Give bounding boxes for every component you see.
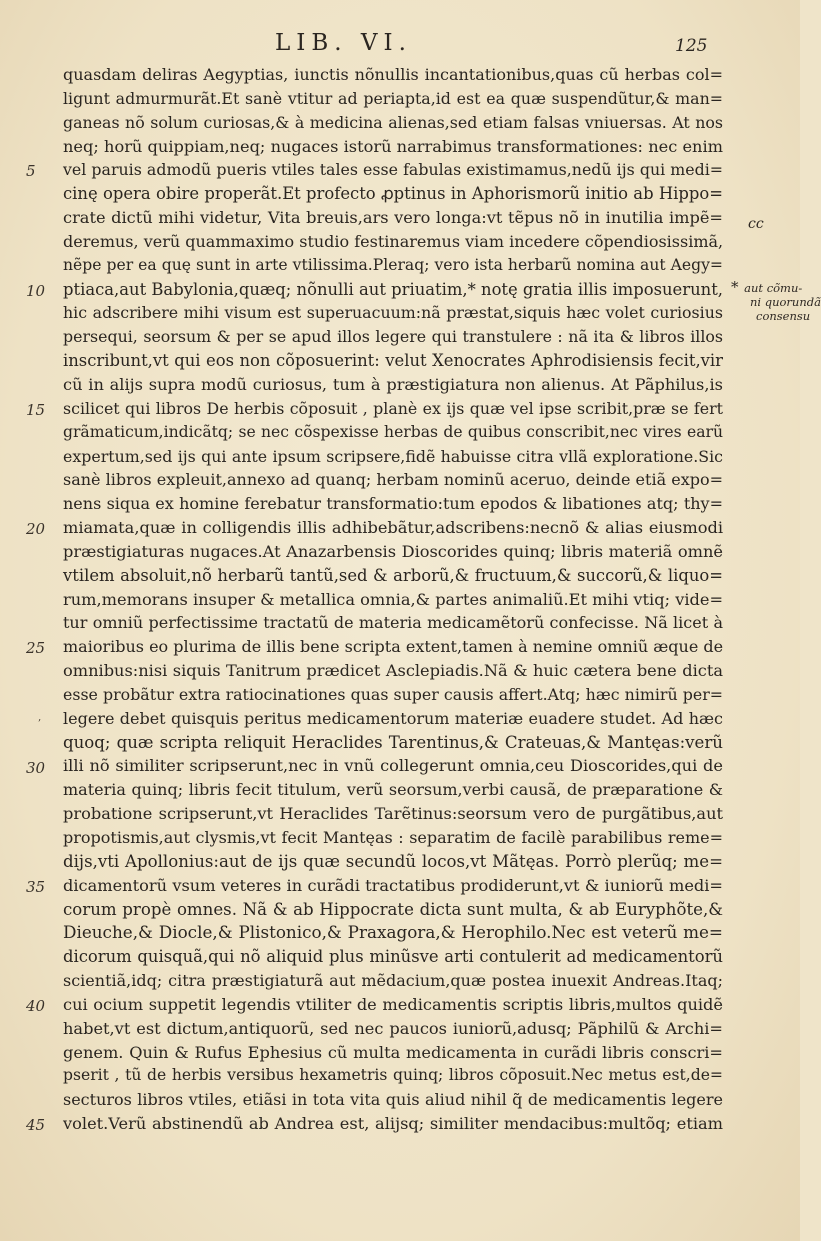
- line-number: 20: [26, 520, 46, 538]
- text-line: grãmaticum,indicãtq; se nec cõspexisse herbas de quibus conscribit,nec vires earũ: [63, 422, 723, 441]
- text-line: dicamentorũ vsum veteres in curãdi tractatibus prodiderunt,vt & iuniorũ medi=: [63, 875, 723, 895]
- text-line: esse probãtur extra ratiocinationes quas super causis affert.Atq; hæc nimirũ per=: [63, 684, 723, 704]
- text-line: nens siqua ex homine ferebatur transformatio:tum epodos & libationes atq; thy=: [63, 494, 723, 514]
- text-line: deremus, verũ quammaximo studio festinaremus viam incedere cõpendiosissimã,: [63, 231, 724, 251]
- text-line: genem. Quin & Rufus Ephesius cũ multa medicamenta in curãdi libris conscri=: [63, 1042, 723, 1062]
- body-text: [63, 63, 723, 1136]
- text-line: hic adscribere mihi visum est superuacuum:nã præstat,siquis hæc volet curiosius: [63, 303, 723, 323]
- text-line: omnibus:nisi siquis Tanitrum prædicet Asclepiadis.Nã & huic cætera bene dicta: [63, 661, 723, 681]
- text-line: scientiã,idq; citra præstigiaturã aut mẽdacium,quæ postea inuexit Andreas.Itaq;: [63, 971, 723, 991]
- line-number: 10: [26, 282, 46, 300]
- margin-note-line: aut cõmu-: [744, 281, 803, 295]
- text-line: præstigiaturas nugaces.At Anazarbensis Dioscorides quinq; libris materiã omnẽ: [63, 541, 723, 561]
- text-line: tur omniũ perfectissime tractatũ de materia medicamẽtorũ confecisse. Nã licet à: [63, 613, 723, 633]
- line-number: 40: [26, 997, 46, 1015]
- text-line: materia quinq; libris fecit titulum, verũ seorsum,verbi causã, de præparatione &: [63, 780, 723, 800]
- text-line: pserit , tũ de herbis versibus hexametris quinq; libros cõposuit.Nec metus est,de=: [63, 1066, 723, 1085]
- text-line: Dieuche,& Diocle,& Plistonico,& Praxagora,& Herophilo.Nec est veterũ me=: [63, 922, 723, 943]
- margin-quote-mark: cc: [748, 216, 764, 232]
- text-line: inscribunt,vt qui eos non cõposuerint: velut Xenocrates Aphrodisiensis fecit,vir: [63, 351, 723, 371]
- text-line: persequi, seorsum & per se apud illos legere qui transtulere : nã ita & libros illos: [63, 327, 723, 347]
- text-line: vtilem absoluit,nõ herbarũ tantũ,sed & arborũ,& fructuum,& succorũ,& liquo=: [63, 565, 723, 585]
- text-line: dijs,vti Apollonius:aut de ijs quæ secundũ locos,vt Mãtęas. Porrò plerũq; me=: [63, 851, 723, 871]
- running-head: LIB. VI.: [275, 30, 412, 56]
- text-line: illi nõ similiter scripserunt,nec in vnũ collegerunt omnia,ceu Dioscorides,qui de: [63, 756, 723, 776]
- text-line: miamata,quæ in colligendis illis adhibebãtur,adscribens:necnõ & alias eiusmodi: [63, 518, 723, 538]
- text-line: cũ in alijs supra modũ curiosus, tum à præstigiatura non alienus. At Pãphilus,is: [63, 374, 723, 394]
- line-number: 5: [26, 162, 36, 180]
- text-line: ligunt admurmurãt.Et sanè vtitur ad periapta,id est ea quæ suspendũtur,& man=: [63, 88, 723, 108]
- text-line: vel paruis admodũ pueris vtiles tales esse fabulas existimamus,nedũ ijs qui medi=: [63, 160, 723, 180]
- text-line: habet,vt est dictum,antiquorũ, sed nec paucos iuniorũ,adusq; Pãphilũ & Archi=: [63, 1018, 723, 1038]
- text-line: expertum,sed ijs qui ante ipsum scripsere,fidẽ habuisse citra vllã exploratione.Sic: [63, 446, 723, 466]
- text-line: corum propè omnes. Nã & ab Hippocrate dicta sunt multa, & ab Euryphõte,&: [63, 899, 723, 919]
- margin-note: [731, 280, 821, 323]
- text-line: volet.Verũ abstinendũ ab Andrea est, alijsq; similiter mendacibus:multõq; etiam: [63, 1114, 723, 1134]
- text-line: maioribus eo plurima de illis bene scripta extent,tamen à nemine omniũ æque de: [63, 637, 724, 657]
- margin-tick-mark: ‚: [38, 712, 42, 723]
- text-line: dicorum quisquã,qui nõ aliquid plus minũsve arti contulerit ad medicamentorũ: [63, 947, 723, 967]
- line-number: 45: [26, 1116, 46, 1134]
- line-number: 30: [26, 759, 46, 777]
- text-line: cinę opera obire properãt.Et profecto ꝓptinus in Aphorismorũ initio ab Hippo=: [63, 184, 723, 204]
- text-line: legere debet quisquis peritus medicamentorum materiæ euadere studet. Ad hæc: [63, 708, 723, 728]
- asterisk-icon: *: [731, 278, 739, 296]
- line-number: 25: [26, 639, 46, 657]
- margin-note-line: consensu: [756, 309, 811, 323]
- text-line: propotismis,aut clysmis,vt fecit Mantęas : separatim de facilè parabilibus reme=: [63, 828, 723, 847]
- text-line: quoq; quæ scripta reliquit Heraclides Tarentinus,& Crateuas,& Mantęas:verũ: [63, 732, 723, 752]
- text-line: ganeas nõ solum curiosas,& à medicina alienas,sed etiam falsas vniuersas. At nos: [63, 112, 723, 132]
- text-line: neq; horũ quippiam,neq; nugaces istorũ narrabimus transformationes: nec enim: [63, 136, 723, 156]
- text-line: cui ocium suppetit legendis vtiliter de medicamentis scriptis libris,multos quidẽ: [63, 994, 723, 1014]
- text-line: scilicet qui libros De herbis cõposuit , planè ex ijs quæ vel ipse scribit,præ se fert: [63, 398, 723, 418]
- text-line: nẽpe per ea quę sunt in arte vtilissima.Pleraq; vero ista herbarũ nomina aut Aegy=: [63, 255, 723, 274]
- text-line: secturos libros vtiles, etiãsi in tota vita quis aliud nihil q̃ de medicamentis legere: [63, 1090, 723, 1110]
- text-line: quasdam deliras Aegyptias, iunctis nõnullis incantationibus,quas cũ herbas col=: [63, 65, 723, 84]
- line-number: 35: [26, 878, 46, 896]
- text-line: ptiaca,aut Babylonia,quæq; nõnulli aut priuatim,* notę gratia illis imposuerunt,: [63, 279, 723, 299]
- text-line: sanè libros expleuit,annexo ad quanq; herbam nominũ aceruo, deinde etiã expo=: [63, 470, 723, 490]
- text-line: crate dictũ mihi videtur, Vita breuis,ars vero longa:vt tẽpus nõ in inutilia impẽ=: [63, 208, 723, 228]
- text-line: rum,memorans insuper & metallica omnia,& partes animaliũ.Et mihi vtiq; vide=: [63, 589, 724, 609]
- line-number: 15: [26, 401, 46, 419]
- text-line: probatione scripserunt,vt Heraclides Tarẽtinus:seorsum vero de purgãtibus,aut: [63, 804, 723, 824]
- margin-note-line: ni quorundã: [750, 295, 821, 309]
- page-number: 125: [675, 36, 708, 56]
